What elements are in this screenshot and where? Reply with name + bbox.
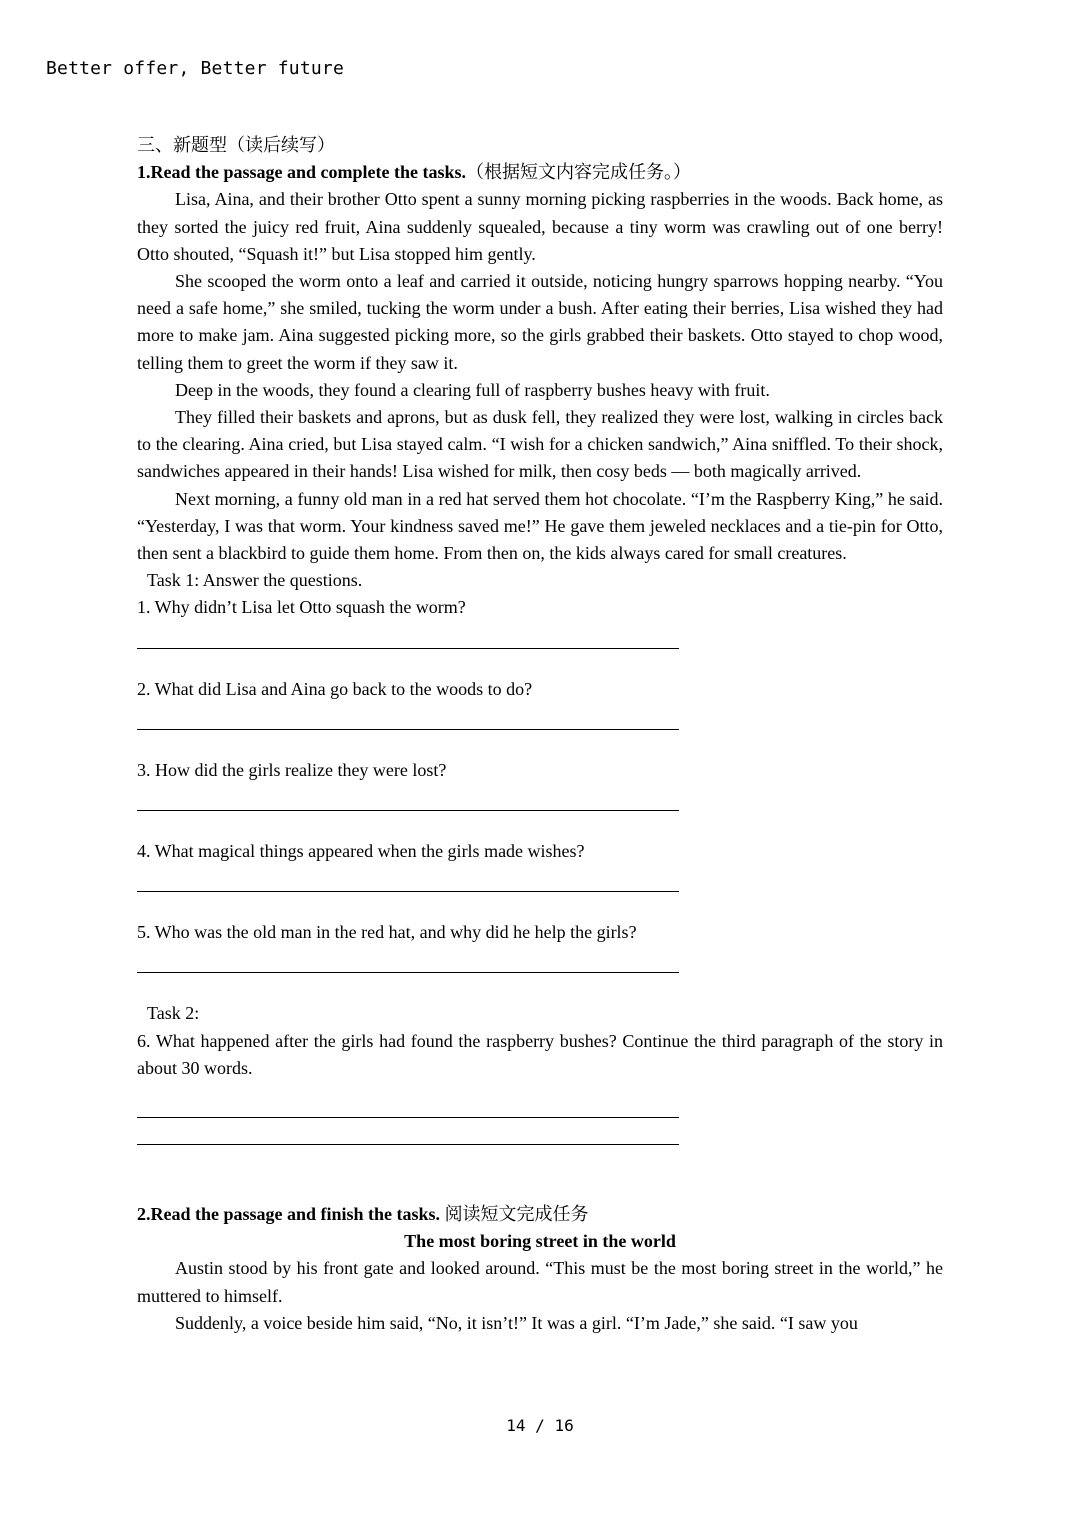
question-text: 1. Why didn’t Lisa let Otto squash the worm? <box>137 597 466 618</box>
passage-2-paragraph: Suddenly, a voice beside him said, “No, it isn’t!” It was a girl. “I’m Jade,” she said. “I saw you <box>175 1312 858 1333</box>
worksheet-content <box>137 132 943 1337</box>
question-1-title-cn: （根据短文内容完成任务。） <box>466 162 692 183</box>
question-block <box>137 838 943 892</box>
task-1-label: Task 1: Answer the questions. <box>147 570 363 591</box>
section-heading: 三、新题型（读后续写） <box>137 135 335 155</box>
answer-line[interactable] <box>137 648 679 649</box>
passage-paragraph: Deep in the woods, they found a clearing full of raspberry bushes heavy with fruit. <box>175 379 770 400</box>
task-2-answer-area <box>137 1117 943 1145</box>
question-text: 3. How did the girls realize they were lost? <box>137 759 447 780</box>
question-block <box>137 757 943 811</box>
question-block <box>137 919 943 973</box>
task-2-label: Task 2: <box>147 1003 200 1024</box>
page-header: Better offer, Better future <box>46 58 344 79</box>
answer-line[interactable] <box>137 729 679 730</box>
page-number: 14 / 16 <box>506 1416 574 1435</box>
task-2-question: 6. What happened after the girls had found the raspberry bushes? Continue the third paragraph of the story in about 30 words. <box>137 1030 943 1078</box>
question-text: 2. What did Lisa and Aina go back to the woods to do? <box>137 678 533 699</box>
question-text: 4. What magical things appeared when the girls made wishes? <box>137 841 585 862</box>
answer-line[interactable] <box>137 972 679 973</box>
question-1-title <box>137 159 943 186</box>
passage-paragraph: They filled their baskets and aprons, but as dusk fell, they realized they were lost, walking in circles back to the clearing. Aina cried, but Lisa stayed calm. “I wish for a chicken sandwich,” Aina sniffled. To their shock, sandwiches appeared in their hands! Lisa wished for milk, then cosy beds — both magically arrived. <box>137 407 943 482</box>
answer-line[interactable] <box>137 1117 679 1118</box>
question-block <box>137 594 943 648</box>
question-2-title-cn: 阅读短文完成任务 <box>444 1204 589 1225</box>
passage-paragraph: Next morning, a funny old man in a red hat served them hot chocolate. “I’m the Raspberry King,” he said. “Yesterday, I was that worm. Your kindness saved me!” He gave them jeweled necklaces and a tie-pin for Otto, then sent a blackbird to guide them home. From then on, the kids always cared for small creatures. <box>137 488 943 564</box>
answer-line[interactable] <box>137 1144 679 1145</box>
passage-paragraph: Lisa, Aina, and their brother Otto spent a sunny morning picking raspberries in the woods. Back home, as they sorted the juicy red fruit, Aina suddenly squealed, because a tiny worm was crawling out of one berry! Otto shouted, “Squash it!” but Lisa stopped him gently. <box>137 189 943 264</box>
answer-line[interactable] <box>137 810 679 811</box>
question-1-title-en: 1.Read the passage and complete the tasks. <box>137 162 467 183</box>
question-2-title <box>137 1201 943 1228</box>
passage-paragraph: She scooped the worm onto a leaf and carried it outside, noticing hungry sparrows hopping nearby. “You need a safe home,” she smiled, tucking the worm under a bush. After eating their berries, Lisa wished they had more to make jam. Aina suggested picking more, so the girls grabbed their baskets. Otto stayed to chop wood, telling them to greet the worm if they saw it. <box>137 271 943 373</box>
passage-2-paragraph: Austin stood by his front gate and looked around. “This must be the most boring street in the world,” he muttered to himself. <box>137 1258 943 1306</box>
answer-line[interactable] <box>137 891 679 892</box>
question-2-title-en: 2.Read the passage and finish the tasks. <box>137 1204 441 1225</box>
question-block <box>137 676 943 730</box>
passage-2-title: The most boring street in the world <box>404 1231 676 1252</box>
question-text: 5. Who was the old man in the red hat, and why did he help the girls? <box>137 922 637 943</box>
